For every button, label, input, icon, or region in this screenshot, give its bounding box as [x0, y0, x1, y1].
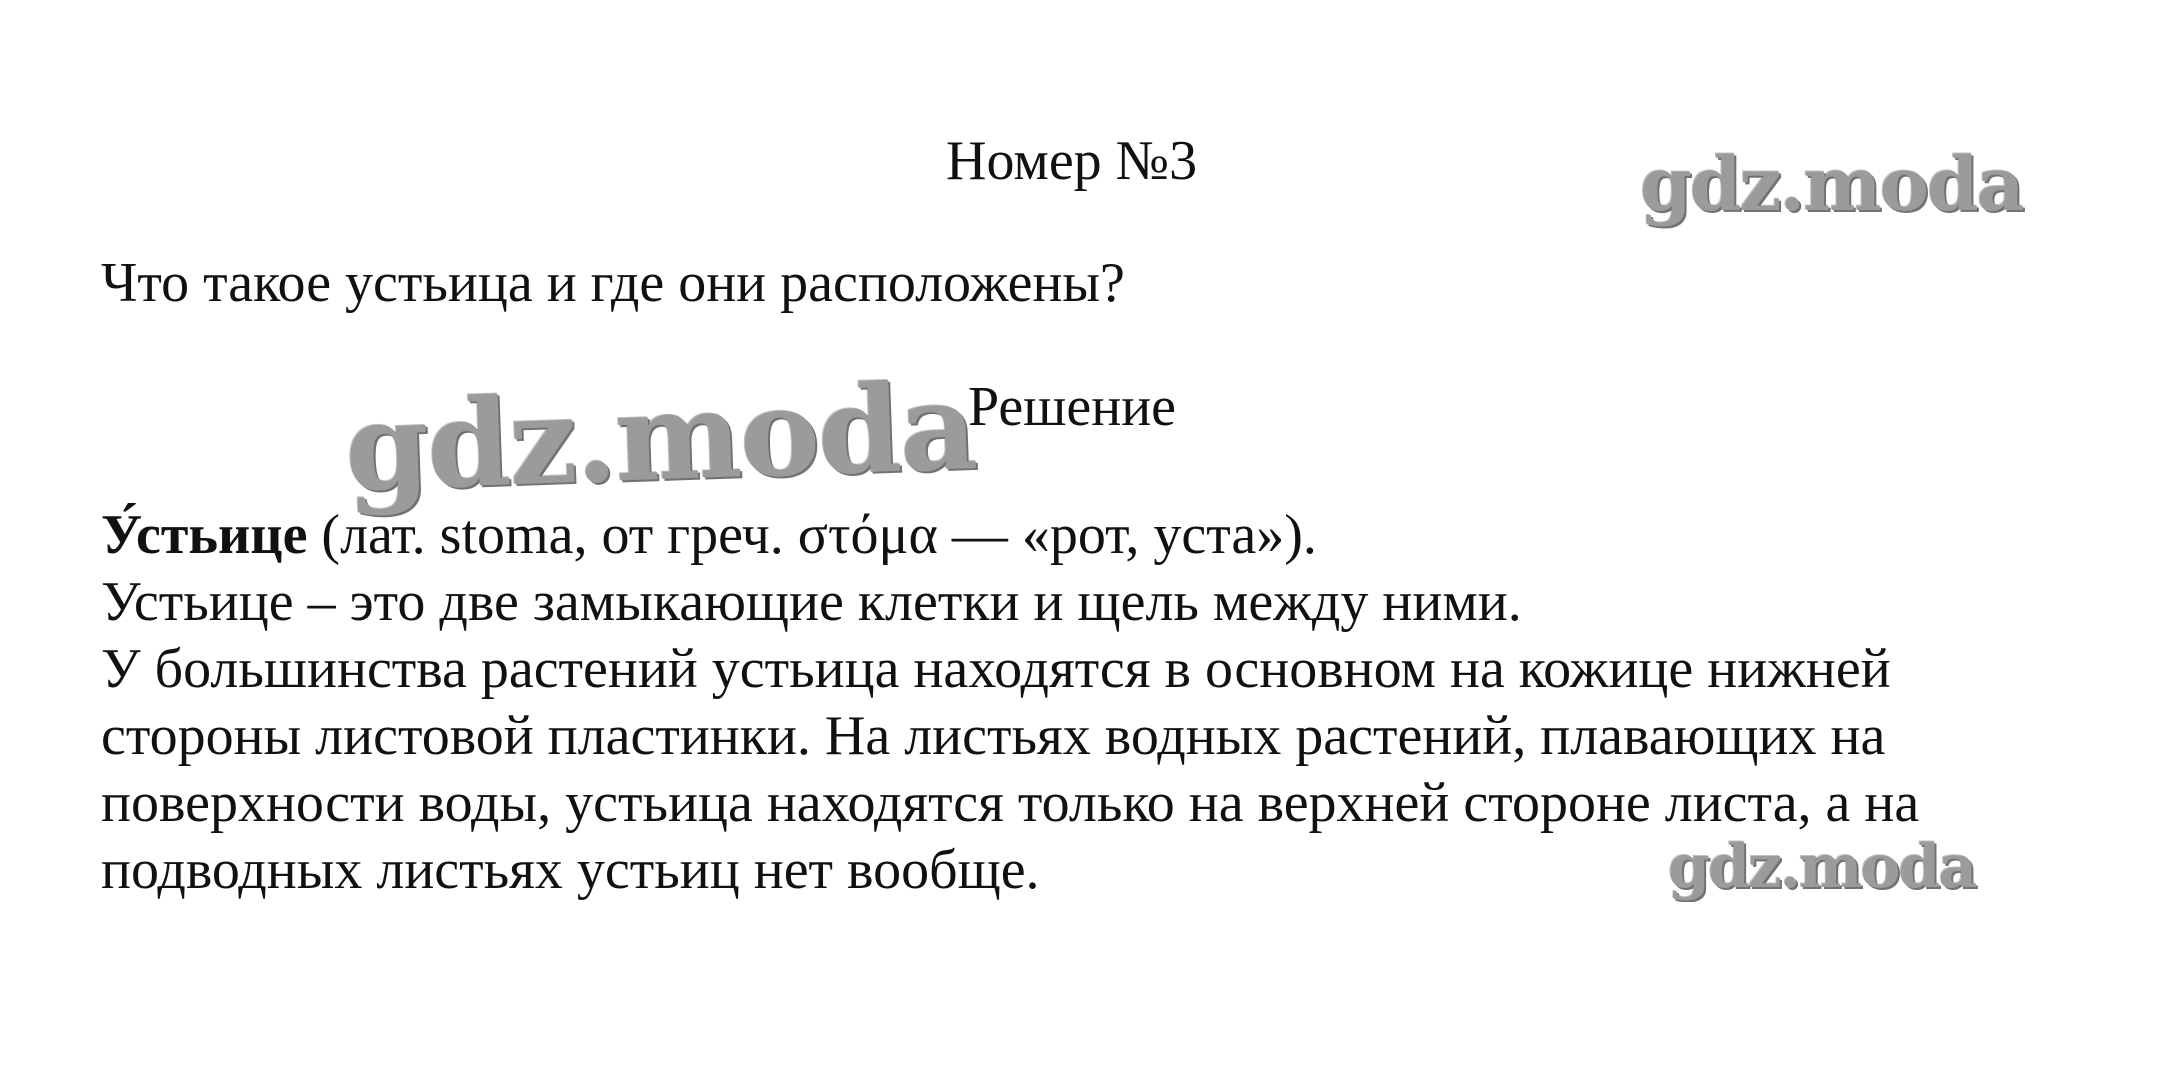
- answer-term-gloss: (лат. stoma, от греч. στόμα — «рот, уста»).: [307, 504, 1317, 566]
- question-text: Что такое устьица и где они расположены?: [101, 252, 1125, 314]
- answer-block: [101, 502, 2111, 904]
- answer-line: стороны листовой пластинки. На листьях водных растений, плавающих на: [101, 705, 1886, 767]
- watermark-logo-top: gdz.moda: [1640, 142, 2023, 228]
- exercise-title: Номер №3: [946, 130, 1198, 192]
- answer-line: поверхности воды, устьица находятся только на верхней стороне листа, а на: [101, 772, 1920, 834]
- watermark-logo-middle: gdz.moda: [342, 356, 978, 519]
- answer-line: подводных листьях устьиц нет вообще.: [101, 839, 1040, 901]
- answer-term: У́стьице: [101, 504, 308, 566]
- watermark-logo-bottom: gdz.moda: [1668, 832, 1976, 902]
- answer-line: Устьице – это две замыкающие клетки и щель между ними.: [101, 571, 1522, 633]
- solution-heading: Решение: [968, 376, 1177, 438]
- answer-definition-line: [101, 502, 2111, 569]
- answer-line: У большинства растений устьица находятся в основном на кожице нижней: [101, 638, 1891, 700]
